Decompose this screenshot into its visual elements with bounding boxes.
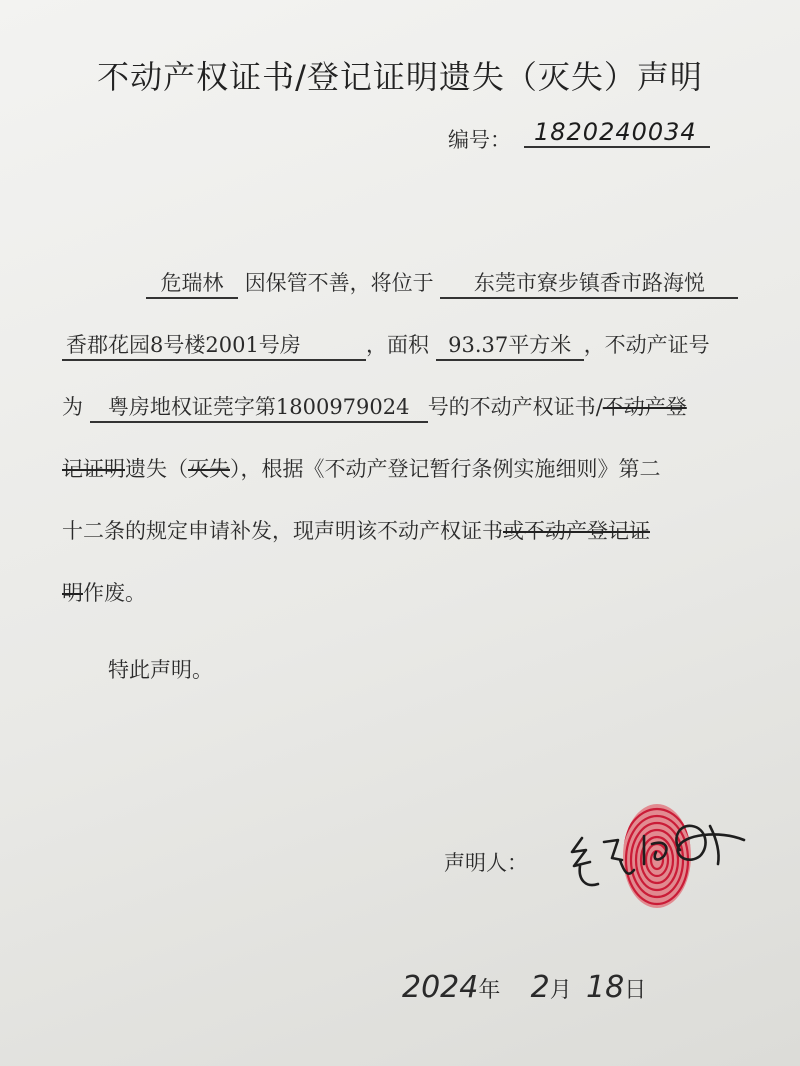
date-year: 2024	[402, 970, 479, 1005]
struck-text-3: 或不动产登记证	[503, 519, 650, 543]
date-month: 2	[530, 970, 550, 1005]
area-value: 93.37平方米	[436, 331, 584, 361]
date-day-unit: 日	[624, 978, 647, 1003]
void-text: 作废。	[83, 581, 146, 605]
document-title: 不动产权证书/登记证明遗失（灭失）声明	[97, 58, 703, 96]
reason-text: 因保管不善，将位于	[244, 271, 434, 295]
closing-statement: 特此声明。	[108, 658, 213, 682]
struck-text-4: 明	[62, 581, 83, 605]
declarant-label: 声明人：	[444, 851, 528, 875]
paragraph-line-1	[146, 252, 738, 314]
paragraph-line-2	[62, 314, 710, 376]
struck-text-2: 记证明	[62, 457, 125, 481]
according-text: ），根据《不动产登记暂行条例实施细则》第二	[230, 457, 661, 481]
declaration-date	[402, 970, 646, 1005]
date-day: 18	[586, 970, 625, 1005]
cert-type-text: 号的不动产权证书	[427, 395, 596, 419]
date-year-unit: 年	[478, 978, 501, 1003]
lost-text: 遗失（	[125, 457, 188, 481]
certificate-number: 粤房地权证莞字第1800979024	[90, 393, 428, 423]
cert-label: ，不动产证号	[583, 333, 710, 357]
serial-number: 1820240034	[524, 118, 710, 148]
serial-label: 编号：	[448, 128, 511, 152]
address-part-1: 东莞市寮步镇香市路海悦	[440, 269, 738, 299]
handwritten-signature	[560, 800, 760, 900]
wei-text: 为	[62, 395, 83, 419]
area-label: ，面积	[366, 333, 429, 357]
struck-destroyed: 灭失	[188, 457, 230, 481]
owner-name: 危瑞林	[146, 269, 238, 299]
paragraph-line-5	[62, 500, 650, 562]
date-month-unit: 月	[549, 978, 572, 1003]
address-part-2: 香郡花园8号楼2001号房	[62, 331, 366, 361]
slash-text: /	[595, 395, 603, 419]
regulation-text: 十二条的规定申请补发，现声明该不动产权证书	[62, 519, 503, 543]
paragraph-line-6	[62, 562, 146, 624]
struck-text-1: 不动产登	[602, 395, 687, 419]
paragraph-line-4	[62, 438, 661, 500]
paragraph-line-3	[62, 376, 687, 438]
